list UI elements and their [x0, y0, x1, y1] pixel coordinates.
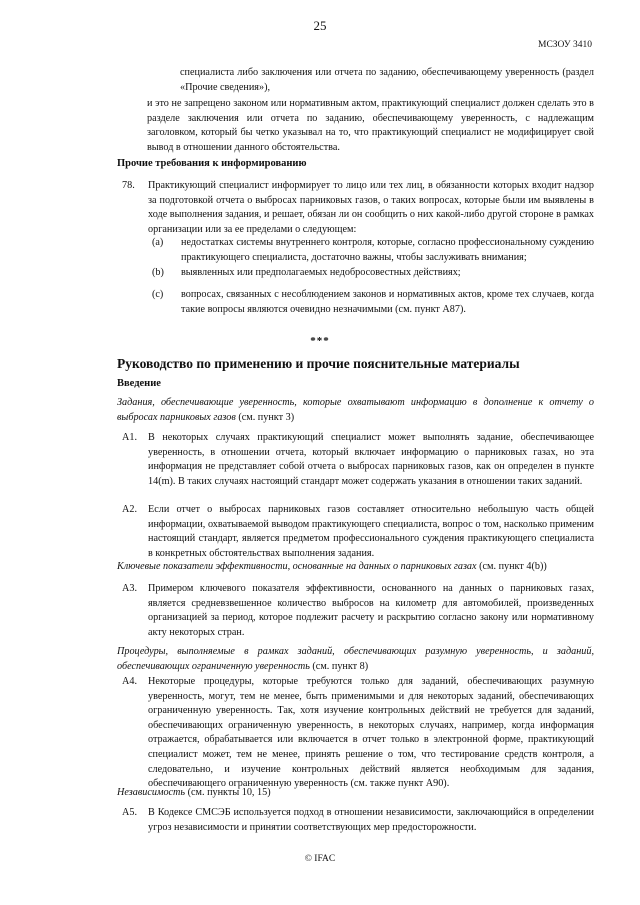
subheading-1-title: Задания, обеспечивающие уверенность, которые охватывают информацию в дополнение к отчету о выбросах парниковых газов	[117, 397, 594, 423]
list-label-b: (b)	[152, 267, 164, 278]
guidance-heading: Руководство по применению и прочие пояснительные материалы	[117, 356, 520, 371]
paragraph-78-text: Практикующий специалист информирует то лицо или тех лиц, в обязанности которых входит надзор за подготовкой отчета о выбросах парниковых газов, о таких вопросах, которые были им выявлены в ходе выполнения задания, и решает, обязан ли он сообщить о них какой-либо другой стороне в рамках организации или за ее пределами о следующем:	[148, 180, 594, 235]
paragraph-a3-text: Примером ключевого показателя эффективности, основанного на данных о парниковых газах, является средневзвешенное количество выбросов на километр для автомобилей, произведенных организацией за период, которое подлежит расчету и раскрытию согласно закону или нормативному акту некоторых стран.	[148, 583, 594, 638]
list-item-b: выявленных или предполагаемых недобросовестных действиях;	[181, 267, 461, 278]
subheading-3	[117, 645, 594, 674]
subheading-2-title: Ключевые показатели эффективности, основанные на данных о парниковых газах	[117, 561, 477, 572]
top-paragraph-1: специалиста либо заключения или отчета по заданию, обеспечивающему уверенность (раздел «Прочие сведения»),	[180, 67, 594, 93]
subheading-1-reference: (см. пункт 3)	[238, 411, 295, 423]
page-number: 25	[313, 18, 327, 33]
list-label-a: (a)	[152, 237, 164, 248]
subheading-2-reference: (см. пункт 4(b))	[479, 561, 547, 572]
other-requirements-heading: Прочие требования к информированию	[117, 158, 307, 169]
paragraph-a4-text: Некоторые процедуры, которые требуются только для заданий, обеспечивающих разумную уверенность, могут, тем не менее, быть применимыми и для некоторых заданий, обеспечивающих ограниченную уверенность. Так, хотя изучение контрольных действий не требуется для заданий, обеспечивающих ограниченную уверенность, в некоторых случаях, например, когда информация отражается, обрабатывается или включается в отчет только в электронной форме, практикующий специалист может, тем не менее, принять решение о том, что тестирование средств контроля, а следовательно, и изучение контрольных действий является необходимым для задания, обеспечивающего ограниченную уверенность (см. также пункт A90).	[148, 676, 594, 790]
top-paragraph-2: и это не запрещено законом или нормативным актом, практикующий специалист должен сделать это в разделе заключения или отчета по заданию, обеспечивающему уверенность, с надлежащим заголовком, который бы четко указывал на то, что практикующий специалист не модифицирует свой вывод в отношении данного обстоятельства.	[147, 98, 594, 153]
section-separator: ***	[310, 335, 330, 347]
paragraph-a5-text: В Кодексе СМСЭБ используется подход в отношении независимости, заключающийся в определении угроз независимости и принятии соответствующих мер предосторожности.	[148, 807, 594, 833]
subheading-4-reference: (см. пункты 10, 15)	[187, 787, 271, 798]
paragraph-number-a1: A1.	[122, 432, 137, 443]
paragraph-number-a3: A3.	[122, 583, 137, 594]
subheading-1	[117, 396, 594, 425]
paragraph-number-78: 78.	[122, 180, 135, 191]
subheading-3-title: Процедуры, выполняемые в рамках заданий, обеспечивающих разумную уверенность, и заданий, обеспечивающих ограниченную уверенность	[117, 646, 594, 672]
paragraph-number-a4: A4.	[122, 676, 137, 687]
paragraph-number-a2: A2.	[122, 504, 137, 515]
list-item-c: вопросах, связанных с несоблюдением законов и нормативных актов, кроме тех случаев, когда такие вопросы являются очевидно незначимыми (см. пункт A87).	[181, 289, 594, 315]
paragraph-a2-text: Если отчет о выбросах парниковых газов составляет относительно небольшую часть общей информации, охватываемой выводом практикующего специалиста, вопрос о том, насколько применим настоящий стандарт, является предметом профессионального суждения практикующего специалиста в конкретных обстоятельствах выполнения задания.	[148, 504, 594, 559]
list-label-c: (c)	[152, 289, 164, 300]
subheading-4-title: Независимость	[117, 787, 186, 798]
subheading-2	[117, 560, 594, 575]
subheading-4	[117, 786, 594, 801]
subheading-3-reference: (см. пункт 8)	[312, 660, 369, 672]
paragraph-a1-text: В некоторых случаях практикующий специалист может выполнять задание, обеспечивающее уверенность, в отношении отчета, который включает информацию о парниковых газах, но эта информация не представляет собой отчета о выбросах парниковых газов, как он определен в пункте 14(m). В таких случаях настоящий стандарт может содержать указания в отношении таких заданий.	[148, 432, 594, 487]
introduction-heading: Введение	[117, 378, 161, 389]
document-code: МСЗОУ 3410	[538, 40, 592, 50]
copyright-footer: © IFAC	[304, 854, 336, 864]
list-item-a: недостатках системы внутреннего контроля, которые, согласно профессиональному суждению практикующего специалиста, достаточно важны, чтобы заслуживать внимания;	[181, 237, 594, 263]
paragraph-number-a5: A5.	[122, 807, 137, 818]
